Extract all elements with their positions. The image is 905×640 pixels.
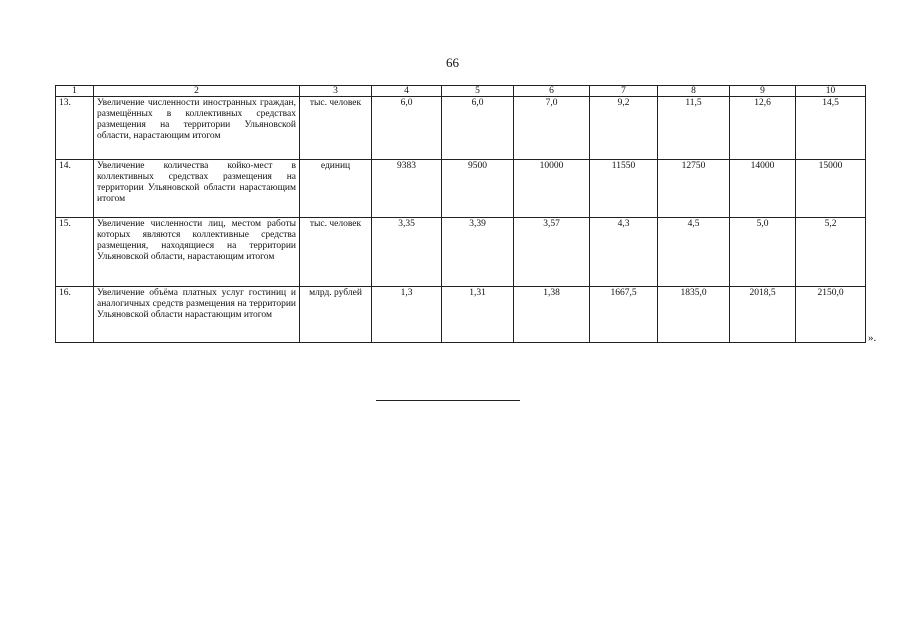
row-number: 15. <box>56 218 94 287</box>
closing-quote-mark: ». <box>868 332 877 344</box>
row-description: Увеличение количества койко-мест в коллективных средствах размещения на территории Ульяновской области нарастающим итогом <box>94 160 300 218</box>
header-cell: 8 <box>658 86 730 97</box>
row-value: 2150,0 <box>796 287 866 343</box>
row-value: 3,57 <box>514 218 590 287</box>
table-header-row <box>56 86 866 97</box>
row-value: 5,2 <box>796 218 866 287</box>
row-value: 12750 <box>658 160 730 218</box>
row-value: 11550 <box>590 160 658 218</box>
header-cell: 5 <box>442 86 514 97</box>
row-description: Увеличение объёма платных услуг гостиниц и аналогичных средств размещения на территории Ульяновской области нарастающим итогом <box>94 287 300 343</box>
row-value: 9,2 <box>590 97 658 160</box>
header-cell: 10 <box>796 86 866 97</box>
row-unit: млрд. рублей <box>300 287 372 343</box>
row-value: 4,5 <box>658 218 730 287</box>
row-value: 3,39 <box>442 218 514 287</box>
row-unit: единиц <box>300 160 372 218</box>
page-number: 66 <box>446 55 459 70</box>
table-row <box>56 287 866 343</box>
header-cell: 1 <box>56 86 94 97</box>
row-description: Увеличение численности иностранных граждан, размещённых в коллективных средствах размещения на территории Ульяновской области, нарастающим итогом <box>94 97 300 160</box>
table-row <box>56 97 866 160</box>
row-value: 1835,0 <box>658 287 730 343</box>
row-value: 11,5 <box>658 97 730 160</box>
row-value: 1,31 <box>442 287 514 343</box>
row-value: 9383 <box>372 160 442 218</box>
row-value: 12,6 <box>730 97 796 160</box>
row-number: 16. <box>56 287 94 343</box>
table-row <box>56 218 866 287</box>
end-separator-line <box>376 400 520 401</box>
row-value: 14000 <box>730 160 796 218</box>
header-cell: 6 <box>514 86 590 97</box>
row-value: 5,0 <box>730 218 796 287</box>
row-value: 1667,5 <box>590 287 658 343</box>
header-cell: 7 <box>590 86 658 97</box>
row-value: 7,0 <box>514 97 590 160</box>
row-description: Увеличение численности лиц, местом работы которых являются коллективные средства размещения, находящиеся на территории Ульяновской области, нарастающим итогом <box>94 218 300 287</box>
row-value: 1,38 <box>514 287 590 343</box>
row-value: 9500 <box>442 160 514 218</box>
table-row <box>56 160 866 218</box>
row-value: 15000 <box>796 160 866 218</box>
header-cell: 2 <box>94 86 300 97</box>
header-cell: 3 <box>300 86 372 97</box>
row-value: 4,3 <box>590 218 658 287</box>
row-value: 3,35 <box>372 218 442 287</box>
row-value: 14,5 <box>796 97 866 160</box>
row-unit: тыс. человек <box>300 218 372 287</box>
row-number: 13. <box>56 97 94 160</box>
row-value: 6,0 <box>372 97 442 160</box>
row-value: 2018,5 <box>730 287 796 343</box>
row-unit: тыс. человек <box>300 97 372 160</box>
header-cell: 9 <box>730 86 796 97</box>
row-value: 1,3 <box>372 287 442 343</box>
row-value: 6,0 <box>442 97 514 160</box>
indicators-table <box>55 85 866 343</box>
row-value: 10000 <box>514 160 590 218</box>
header-cell: 4 <box>372 86 442 97</box>
row-number: 14. <box>56 160 94 218</box>
